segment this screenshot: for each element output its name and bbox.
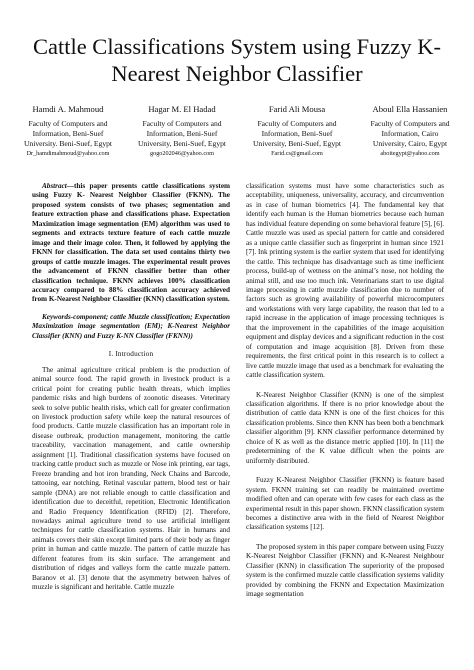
left-column	[32, 182, 230, 593]
author-email: Farid.cs@gmail.com	[271, 150, 323, 157]
author-affiliation: Information, Beni-Suef	[146, 129, 218, 138]
author-block-1	[14, 104, 122, 158]
abstract-text: this paper presents cattle classifications system using Fuzzy K- Nearest Neighbor Classifier (FKNN). The proposed system consists of two phases; segmentation and feature extraction phase and classifications phase. Expectation Maximization image segmentation (EM) algorithm was used to segments and extracts texture feature of each cattle muzzle image and their image color. Then, it followed by applying the FKNN for classification. The data set used contains thirty two groups of cattle muzzle images. The experimental result proves the advancement of FKNN classifier better than other classification technique. FKNN achieves 100% classification accuracy compared to 88% classification accuracy achieved from K-Nearest Neighbor Classifier (KNN) classification system.	[32, 182, 230, 304]
author-name: Aboul Ella Hassanien	[372, 104, 448, 114]
author-affiliation: Faculty of Computers and	[142, 119, 222, 128]
abstract	[32, 182, 230, 305]
body-paragraph: The proposed system in this paper compare between using Fuzzy K-Nearest Neighbor Classifier (FKNN) and K-Nearest Neighbour Classifier (KNN) in classification The superiority of the proposed system is the confirmed muzzle cattle classification systems validity provided by combining the FKNN and Expectation Maximization image segmentation	[246, 542, 444, 599]
author-block-2	[128, 104, 236, 158]
author-affiliation: Information, Beni-Suef	[261, 129, 333, 138]
body-paragraph: classification systems must have some characteristics such as acceptability, uniqueness, universality, accuracy, and circumvention as in case of human biometrics [4]. The fundamental key that identify each human is the Human biometrics because each human has individual feature depending on some behavioral feature [5], [6]. Cattle muzzle was used as special pattern for cattle and considered as a unique cattle classifier such as fingerprint in human since 1921 [7]. Ink printing system is the earlier system that used for identifying the cattle. This technique has disadvantage such as time inefficient process, build-up of wetness on the animal’s nose, not holding the animal still, and use too much ink. Veterinarians start to use digital image processing in cattle muzzle classification due to number of factors such as growing availability of powerful microcomputers and workstations with very large capability, the reason that led to a rapid increase in the application of image processing techniques is that the improvement in the capabilities of the image acquisition equipment and display devices and a significant reduction in the cost of computation and image acquisition [8]. Driven from these requirements, the first critical point in this research is to collect a live cattle muzzle image that used as a benchmark for evaluating the cattle classification system.	[246, 182, 445, 380]
author-email: aboitegypt@yahoo.com	[380, 150, 440, 157]
author-name: Farid Ali Mousa	[268, 104, 326, 114]
author-block-4	[354, 104, 466, 158]
body-paragraph: Fuzzy K-Nearest Neighbor Classifier (FKNN) is feature based system. FKNN training set can readily be maintained overtime modified often and can operate with few cases for each class as the experimental result in this paper shown. FKNN classification system becomes a distinctive area with in the field of Nearest Neighbor classification systems [12].	[246, 476, 444, 532]
author-affiliation: University, Beni-Suef, Egypt	[137, 139, 227, 148]
author-email: gogo202046@yahoo.com	[150, 150, 214, 157]
abstract-label: Abstract—	[42, 182, 74, 190]
right-column	[246, 182, 444, 600]
author-email: Dr_hamdimahmoud@yahoo.com	[26, 150, 110, 157]
author-affiliation: Faculty of Computers and	[370, 119, 450, 128]
author-affiliation: University, Beni-Suef, Egypt	[252, 139, 342, 148]
author-affiliation: Information, Cairo	[381, 129, 439, 138]
author-block-3	[243, 104, 351, 158]
section-heading: I. Introduction	[108, 350, 154, 359]
body-paragraph: K-Nearest Neighbor Classifier (KNN) is one of the simplest classification algorithms. If there is no prior knowledge about the distribution of cattle data KNN is one of the first choices for this classification problems. Since then KNN has been both a benchmark classifier algorithm [9]. KNN classifier performance determined by choice of K as well as the distance metric applied [10]. In [11] the predetermining of the K value difficult when the points are uniformly distributed.	[246, 390, 444, 465]
author-name: Hagar M. El Hadad	[148, 104, 216, 114]
author-affiliation: University, Cairo, Egypt	[372, 139, 448, 148]
author-affiliation: University. Beni-Suef, Egypt	[23, 139, 113, 148]
author-affiliation: Information, Beni-Suef	[32, 129, 104, 138]
body-paragraph: The animal agriculture critical problem is the production of animal source food. The rapid growth in livestock product is a critical point for creating public health threats, which implies pandemic risks and high burdens of zoonotic diseases. Veterinary seek to solve public health risks, which call for greater confirmation on livestock production safety while keep the natural resources of food products. Cattle muzzle classification has an important role in disease outbreak, production management, monitoring the cattle traceability, vaccination management, and cattle ownership assignment [1]. Traditional classification systems have focused on tracking cattle product such as muzzle or Nose ink printing, ear tags, Freeze branding and hot iron branding, Neck Chains and Barcode, tattooing, ear notching, Retinal vascular pattern, blood test or hair sample (DNA) are not reliable enough to cattle classification and identification due to deceitful, repetition, Electronic Identification and Radio Frequency Identification (RFID) [2]. Therefore, nowadays animal agriculture trend to use artificial intelligent techniques for cattle classification systems. Hair in humans and animals covers their skin except limited parts of their body as finger print in human and cattle muzzle. The pattern of cattle muzzle has different features from its skin surface. The arrangement and distribution of ridges and valleys form the cattle muzzle pattern. Baranov et al. [3] denote that the asymmetry between halves of muzzle is significant and heritable. Cattle muzzle	[32, 365, 230, 592]
author-affiliation: Faculty of Computers and	[257, 119, 337, 128]
author-affiliation: Faculty of Computers and	[28, 119, 108, 128]
author-name: Hamdi A. Mahmoud	[32, 104, 104, 114]
keywords: Keywords-component; cattle Muzzle classification; Expectation Maximization image segmentation (EM); K-Nearest Neighbor Classifier (KNN) and Fuzzy K-NN Classifier (FKNN))	[32, 312, 230, 340]
paper-title: Cattle Classifications System using Fuzzy K- Nearest Neighbor Classifier	[32, 34, 442, 86]
